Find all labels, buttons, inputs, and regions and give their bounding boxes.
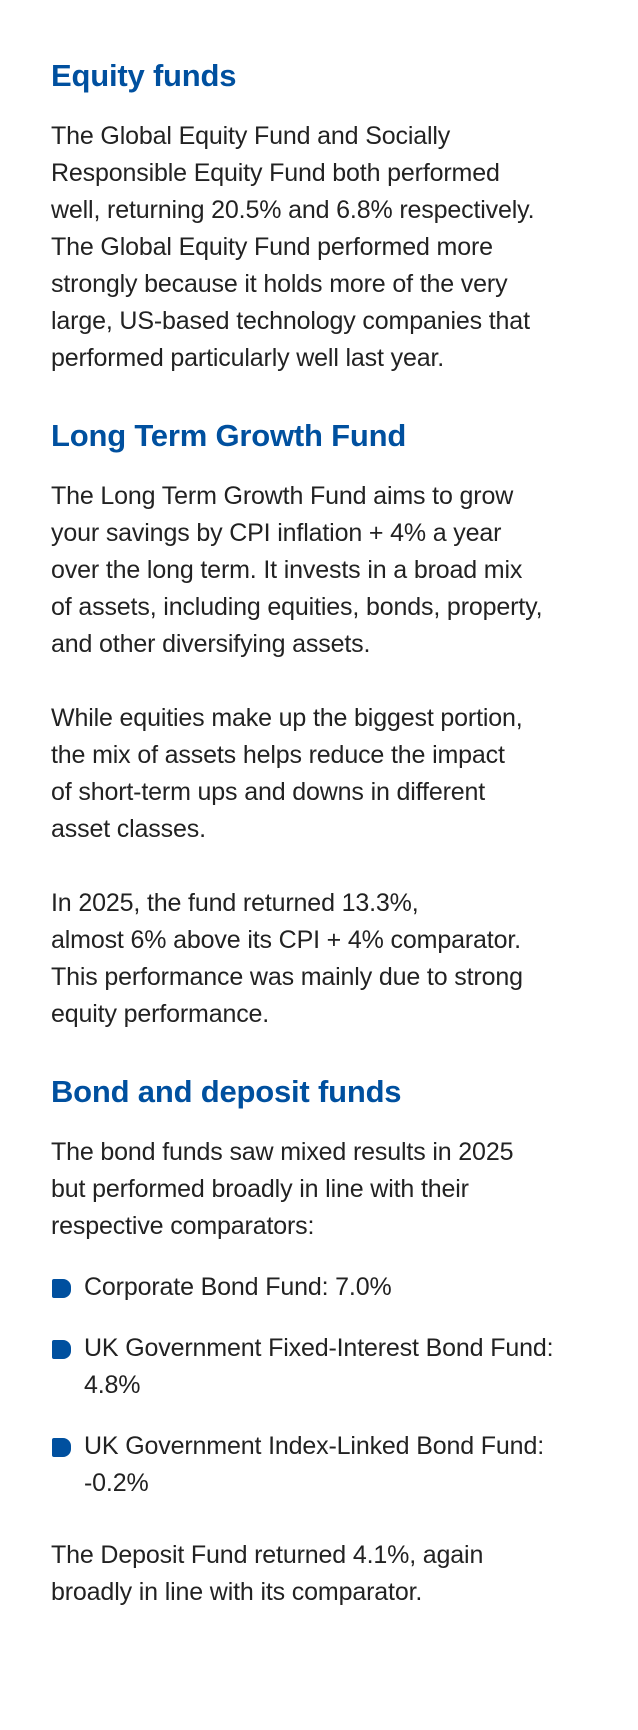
paragraph xyxy=(51,885,596,1033)
text-line: The Long Term Growth Fund aims to grow xyxy=(51,482,514,510)
text-line: 4.8% xyxy=(84,1371,141,1399)
list-item xyxy=(51,1330,596,1404)
section-long-term-growth-fund xyxy=(51,417,596,1033)
text-line: the mix of assets helps reduce the impact xyxy=(51,741,505,769)
list-item xyxy=(51,1269,596,1306)
text-line: The Global Equity Fund performed more xyxy=(51,233,493,261)
text-line: well, returning 20.5% and 6.8% respectively. xyxy=(51,196,535,224)
text-line: Responsible Equity Fund both performed xyxy=(51,159,500,187)
text-line: -0.2% xyxy=(84,1469,149,1497)
paragraph xyxy=(51,118,596,377)
bullet-list xyxy=(51,1269,596,1502)
text-line: UK Government Index-Linked Bond Fund: xyxy=(84,1432,544,1460)
paragraph xyxy=(51,700,596,848)
section-bond-and-deposit-funds xyxy=(51,1073,596,1611)
text-line: your savings by CPI inflation + 4% a year xyxy=(51,519,502,547)
rounded-square-bullet-icon xyxy=(52,1340,71,1359)
paragraph xyxy=(51,1134,596,1245)
section-heading: Bond and deposit funds xyxy=(51,1074,402,1109)
text-line: UK Government Fixed-Interest Bond Fund: xyxy=(84,1334,554,1362)
paragraph xyxy=(51,1537,596,1611)
text-line: almost 6% above its CPI + 4% comparator. xyxy=(51,926,521,954)
text-line: asset classes. xyxy=(51,815,206,843)
document-page xyxy=(51,48,596,1611)
text-line: The Global Equity Fund and Socially xyxy=(51,122,451,150)
text-line: The Deposit Fund returned 4.1%, again xyxy=(51,1541,484,1569)
text-line: Corporate Bond Fund: 7.0% xyxy=(84,1273,392,1301)
text-line: The bond funds saw mixed results in 2025 xyxy=(51,1138,514,1166)
list-item xyxy=(51,1428,596,1502)
text-line: but performed broadly in line with their xyxy=(51,1175,469,1203)
text-line: strongly because it holds more of the very xyxy=(51,270,508,298)
text-line: While equities make up the biggest portion, xyxy=(51,704,523,732)
section-heading: Equity funds xyxy=(51,58,237,93)
text-line: large, US-based technology companies that xyxy=(51,307,530,335)
text-line: and other diversifying assets. xyxy=(51,630,371,658)
text-line: equity performance. xyxy=(51,1000,270,1028)
paragraph xyxy=(51,478,596,663)
text-line: respective comparators: xyxy=(51,1212,315,1240)
rounded-square-bullet-icon xyxy=(52,1438,71,1457)
section-equity-funds xyxy=(51,57,596,377)
text-line: broadly in line with its comparator. xyxy=(51,1578,423,1606)
rounded-square-bullet-icon xyxy=(52,1279,71,1298)
text-line: of short-term ups and downs in different xyxy=(51,778,486,806)
section-heading: Long Term Growth Fund xyxy=(51,418,407,453)
text-line: This performance was mainly due to strong xyxy=(51,963,523,991)
text-line: over the long term. It invests in a broad mix xyxy=(51,556,523,584)
text-line: performed particularly well last year. xyxy=(51,344,445,372)
text-line: of assets, including equities, bonds, property, xyxy=(51,593,543,621)
text-line: In 2025, the fund returned 13.3%, xyxy=(51,889,419,917)
